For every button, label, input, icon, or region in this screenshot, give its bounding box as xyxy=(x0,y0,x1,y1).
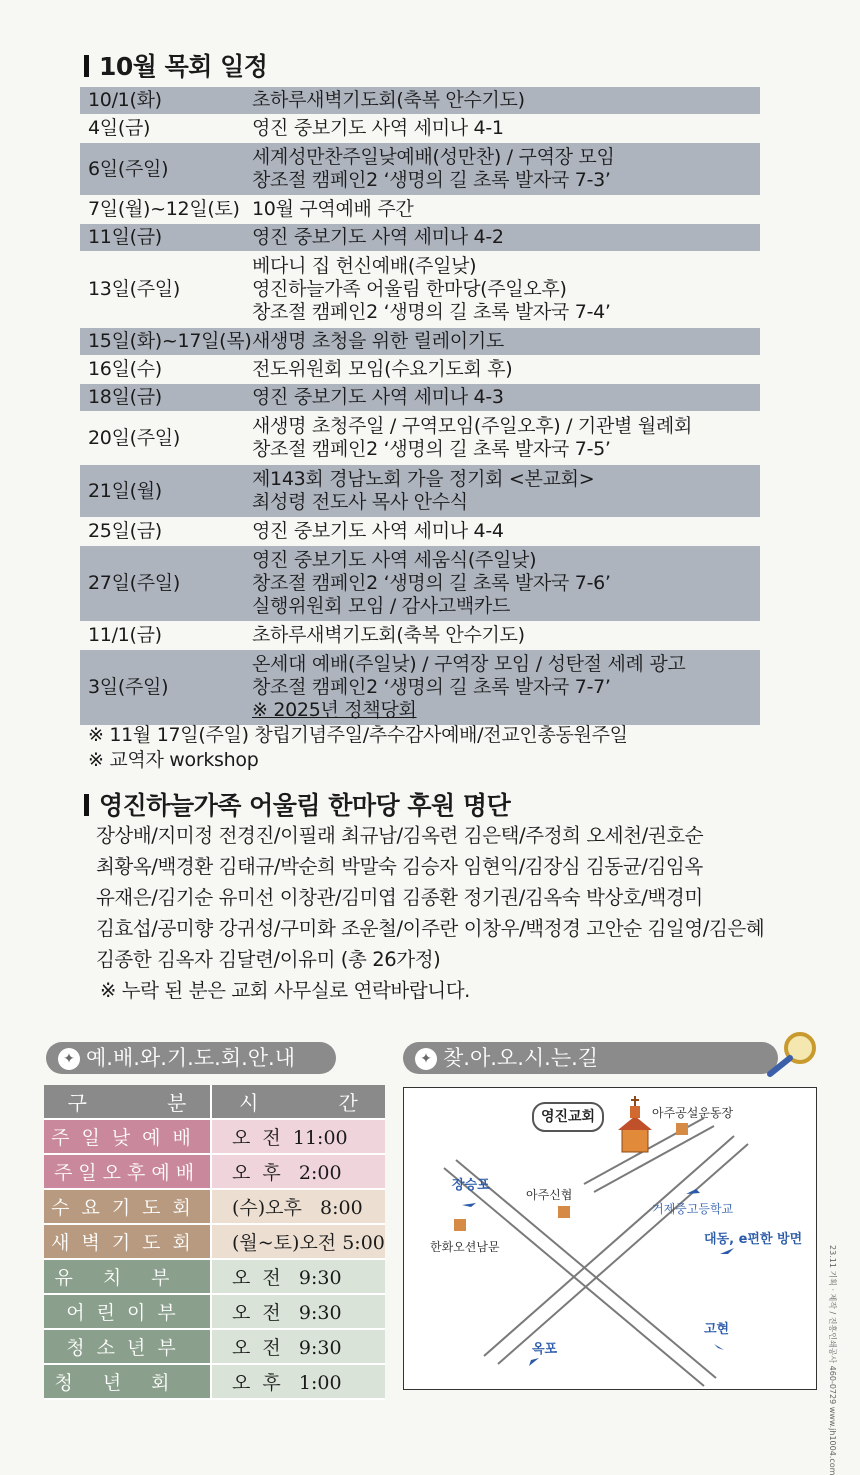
label-seungpo: 장승포 xyxy=(452,1178,490,1193)
schedule-events xyxy=(252,415,760,461)
schedule-event: 영진 중보기도 사역 세미나 4-4 xyxy=(252,520,504,542)
schedule-note-1: ※ 11월 17일(주일) 창립기념주일/추수감사예배/전교인총동원주일 xyxy=(88,724,628,746)
schedule-date: 13일(주일) xyxy=(88,278,180,300)
schedule-event: 10월 구역예배 주간 xyxy=(252,198,414,220)
worship-row xyxy=(44,1189,385,1224)
worship-name: 청년회 xyxy=(44,1364,211,1399)
schedule-row xyxy=(80,465,760,517)
schedule-event: 창조절 캠페인2 ‘생명의 길 초록 발자국 7-3’ xyxy=(252,169,611,191)
worship-row xyxy=(44,1364,385,1399)
title-bar xyxy=(84,55,89,77)
worship-time: 오 전 9:30 xyxy=(211,1259,385,1294)
worship-name: 어린이부 xyxy=(44,1294,211,1329)
schedule-event: 영진 중보기도 사역 세움식(주일낮) xyxy=(252,549,537,571)
label-gohyun: 고현 xyxy=(704,1322,730,1337)
worship-row xyxy=(44,1224,385,1259)
schedule-event: 초하루새벽기도회(축복 안수기도) xyxy=(252,624,525,646)
label-hanhwa: 한화오션남문 xyxy=(430,1240,500,1254)
schedule-events xyxy=(252,330,760,353)
schedule-date: 18일(금) xyxy=(88,386,162,408)
donor-line: 장상배/지미정 전경진/이필래 최규남/김옥련 김은택/주정희 오세천/권호순 xyxy=(96,824,704,847)
worship-name: 청소년부 xyxy=(44,1329,211,1364)
worship-name: 주일오후예배 xyxy=(44,1154,211,1189)
label-okpo: 옥포 xyxy=(532,1342,558,1357)
schedule-event: ※ 2025년 정책당회 xyxy=(252,699,417,721)
building-icon xyxy=(676,1123,688,1135)
schedule-table xyxy=(80,87,760,726)
directions-map xyxy=(403,1087,817,1390)
donor-list xyxy=(96,820,764,1006)
schedule-event: 초하루새벽기도회(축복 안수기도) xyxy=(252,89,525,111)
printer-credit: 23.11 기획 · 제작 / 진흥인쇄공사 460-0729 www.jh1004.com xyxy=(828,1245,837,1475)
schedule-row xyxy=(80,412,760,464)
schedule-row xyxy=(80,650,760,725)
building-icon xyxy=(558,1206,570,1218)
schedule-date: 10/1(화) xyxy=(88,89,162,111)
schedule-events xyxy=(252,89,760,112)
schedule-events xyxy=(252,653,760,722)
schedule-events xyxy=(252,198,760,221)
donor-note: ※ 누락 된 분은 교회 사무실로 연락바랍니다. xyxy=(100,979,470,1002)
worship-time: 오 전 9:30 xyxy=(211,1294,385,1329)
schedule-event: 창조절 캠페인2 ‘생명의 길 초록 발자국 7-5’ xyxy=(252,438,611,460)
schedule-date: 25일(금) xyxy=(88,520,162,542)
worship-row xyxy=(44,1294,385,1329)
donor-line: 김효섭/공미향 강귀성/구미화 조운철/이주란 이창우/백정경 고안순 김일영/김은혜 xyxy=(96,917,765,940)
schedule-row xyxy=(80,328,760,355)
worship-table-header: 구 분 시 간 xyxy=(44,1085,385,1119)
schedule-events xyxy=(252,358,760,381)
schedule-row xyxy=(80,143,760,195)
schedule-event: 창조절 캠페인2 ‘생명의 길 초록 발자국 7-6’ xyxy=(252,572,611,594)
worship-name: 주일낮예배 xyxy=(44,1119,211,1154)
schedule-date: 4일(금) xyxy=(88,117,151,139)
donors-title: 영진하늘가족 어울림 한마당 후원 명단 xyxy=(84,786,510,822)
church-icon xyxy=(618,1096,652,1152)
worship-time: 오 전 11:00 xyxy=(211,1119,385,1154)
worship-row xyxy=(44,1154,385,1189)
worship-header-pill: ✦ 예.배.와.기.도.회.안.내 xyxy=(46,1042,336,1074)
worship-name: 유치부 xyxy=(44,1259,211,1294)
schedule-row xyxy=(80,115,760,142)
label-shinhyup: 아주신협 xyxy=(526,1188,573,1202)
schedule-date: 11일(금) xyxy=(88,226,162,248)
donor-line: 최황옥/백경환 김태규/박순희 박말숙 김승자 임현익/김장심 김동균/김임옥 xyxy=(96,855,703,878)
schedule-row xyxy=(80,622,760,649)
worship-table xyxy=(44,1085,385,1400)
schedule-row xyxy=(80,196,760,223)
schedule-row xyxy=(80,87,760,114)
worship-name: 새벽기도회 xyxy=(44,1224,211,1259)
schedule-event: 온세대 예배(주일낮) / 구역장 모임 / 성탄절 세례 광고 xyxy=(252,653,686,675)
schedule-events xyxy=(252,255,760,324)
dove-icon: ✦ xyxy=(415,1048,437,1070)
schedule-events xyxy=(252,226,760,249)
schedule-event: 영진 중보기도 사역 세미나 4-2 xyxy=(252,226,504,248)
label-stadium: 아주공설운동장 xyxy=(652,1106,734,1120)
schedule-date: 27일(주일) xyxy=(88,572,180,594)
worship-time: 오 후 1:00 xyxy=(211,1364,385,1399)
schedule-date: 20일(주일) xyxy=(88,426,180,449)
schedule-date: 6일(주일) xyxy=(88,157,169,180)
schedule-event: 전도위원회 모임(수요기도회 후) xyxy=(252,358,513,380)
schedule-events xyxy=(252,146,760,192)
title-bar xyxy=(84,794,89,816)
schedule-event: 새생명 초청을 위한 릴레이기도 xyxy=(252,330,504,352)
building-icon xyxy=(454,1219,466,1231)
schedule-note-2: ※ 교역자 workshop xyxy=(88,749,259,771)
worship-name: 수요기도회 xyxy=(44,1189,211,1224)
schedule-date: 11/1(금) xyxy=(88,624,162,646)
worship-time: 오 전 9:30 xyxy=(211,1329,385,1364)
schedule-events xyxy=(252,386,760,409)
schedule-date: 15일(화)~17일(목) xyxy=(88,330,252,352)
schedule-date: 3일(주일) xyxy=(88,676,169,698)
schedule-row xyxy=(80,356,760,383)
schedule-event: 창조절 캠페인2 ‘생명의 길 초록 발자국 7-7’ xyxy=(252,676,611,698)
schedule-events xyxy=(252,117,760,140)
schedule-event: 제143회 경남노회 가을 정기회 <본교회> xyxy=(252,468,595,490)
directions-header-pill: ✦ 찾.아.오.시.는.길 xyxy=(403,1042,778,1074)
schedule-event: 영진 중보기도 사역 세미나 4-1 xyxy=(252,117,504,139)
church-name-bubble: 영진교회 xyxy=(532,1102,604,1132)
label-daedong: 대동, e편한 방면 xyxy=(704,1232,803,1247)
schedule-row xyxy=(80,546,760,621)
schedule-title: 10월 목회 일정 xyxy=(84,47,267,83)
worship-row xyxy=(44,1329,385,1364)
schedule-events xyxy=(252,624,760,647)
schedule-row xyxy=(80,518,760,545)
donor-line: 유재은/김기순 유미선 이창관/김미엽 김종환 정기권/김옥숙 박상호/백경미 xyxy=(96,886,703,909)
schedule-event: 창조절 캠페인2 ‘생명의 길 초록 발자국 7-4’ xyxy=(252,301,611,323)
schedule-row xyxy=(80,252,760,327)
schedule-event: 베다니 집 헌신예배(주일낮) xyxy=(252,255,477,277)
magnifier-icon xyxy=(764,1030,820,1080)
worship-time: 오 후 2:00 xyxy=(211,1154,385,1189)
schedule-row xyxy=(80,384,760,411)
schedule-date: 7일(월)~12일(토) xyxy=(88,198,240,220)
donor-line: 김종한 김옥자 김달련/이유미 (총 26가정) xyxy=(96,948,441,971)
worship-row xyxy=(44,1119,385,1154)
schedule-event: 세계성만찬주일낮예배(성만찬) / 구역장 모임 xyxy=(252,146,615,168)
schedule-row xyxy=(80,224,760,251)
worship-time: (월~토)오전 5:00 xyxy=(211,1224,385,1259)
label-highschool: 거제중고등학교 xyxy=(652,1202,734,1216)
dove-icon: ✦ xyxy=(58,1048,80,1070)
worship-time: (수)오후 8:00 xyxy=(211,1189,385,1224)
schedule-event: 실행위원회 모임 / 감사고백카드 xyxy=(252,595,511,617)
schedule-event: 새생명 초청주일 / 구역모임(주일오후) / 기관별 월례회 xyxy=(252,415,693,437)
schedule-events xyxy=(252,549,760,618)
schedule-event: 영진 중보기도 사역 세미나 4-3 xyxy=(252,386,504,408)
schedule-event: 최성령 전도사 목사 안수식 xyxy=(252,491,468,513)
schedule-events xyxy=(252,520,760,543)
schedule-events xyxy=(252,468,760,514)
schedule-date: 16일(수) xyxy=(88,358,162,380)
schedule-event: 영진하늘가족 어울림 한마당(주일오후) xyxy=(252,278,567,300)
schedule-date: 21일(월) xyxy=(88,479,162,502)
worship-row xyxy=(44,1259,385,1294)
